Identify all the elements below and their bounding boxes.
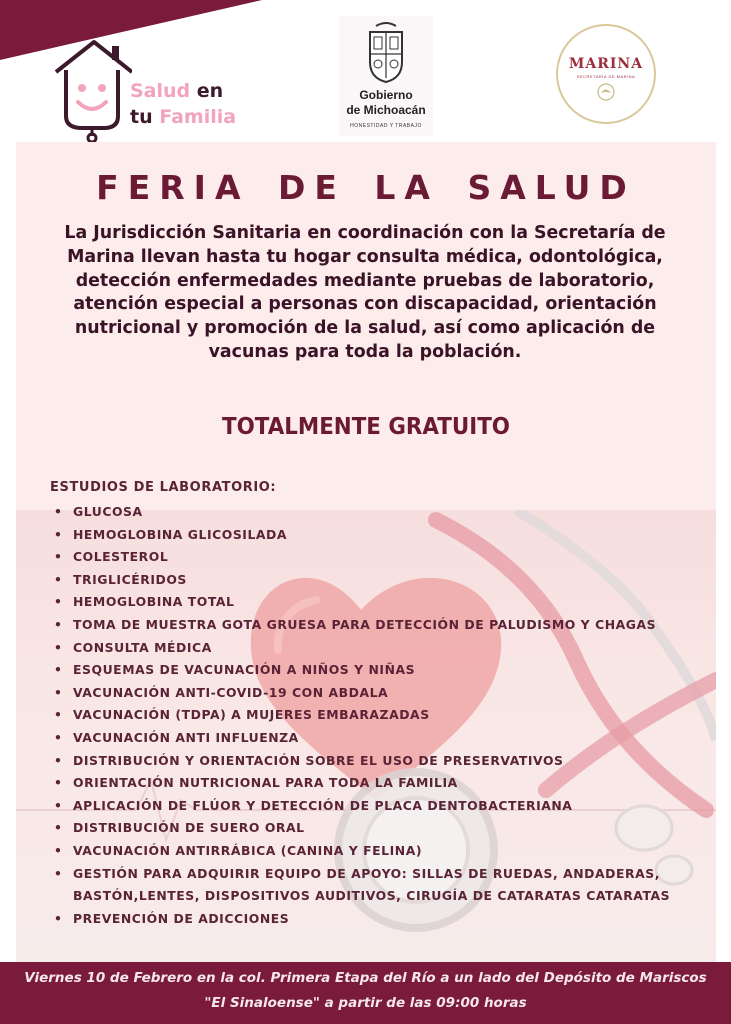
intro-line: vacunas para toda la población. xyxy=(208,341,522,362)
lab-list xyxy=(50,501,710,930)
free-label: TOTALMENTE GRATUITO xyxy=(222,414,510,440)
lab-heading: ESTUDIOS DE LABORATORIO: xyxy=(50,480,277,495)
event-details-line2: "El Sinaloense" a partir de las 09:00 horas xyxy=(204,995,527,1011)
list-item-multiline xyxy=(50,863,710,908)
list-item: • TOMA DE MUESTRA GOTA GRUESA PARA DETECCIÓN DE PALUDISMO Y CHAGAS xyxy=(50,614,710,637)
marina-logo xyxy=(556,24,656,124)
footer-band xyxy=(0,962,731,1024)
list-item: • DISTRIBUCIÓN Y ORIENTACIÓN SOBRE EL USO DE PRESERVATIVOS xyxy=(50,750,710,773)
brand-word-tu: tu xyxy=(130,106,153,128)
house-stethoscope-icon xyxy=(52,36,132,144)
list-item-line: BASTÓN,LENTES, DISPOSITIVOS AUDITIVOS, CIRUGÍA DE CATARATAS CATARATAS xyxy=(73,888,671,904)
list-item: • PREVENCIÓN DE ADICCIONES xyxy=(50,908,710,931)
page-title: FERIA DE LA SALUD xyxy=(96,168,636,207)
brand-word-en: en xyxy=(196,80,224,102)
list-item-line: • GESTIÓN PARA ADQUIRIR EQUIPO DE APOYO: SILLAS DE RUEDAS, ANDADERAS, xyxy=(73,865,660,881)
gobierno-name-line2: de Michoacán xyxy=(346,103,426,117)
list-item: • DISTRIBUCIÓN DE SUERO ORAL xyxy=(50,817,710,840)
list-item: • VACUNACIÓN ANTI-COVID-19 CON ABDALA xyxy=(50,682,710,705)
intro-line: La Jurisdicción Sanitaria en coordinación con la Secretaría de xyxy=(64,223,666,243)
list-item: • VACUNACIÓN (TDPA) A MUJERES EMBARAZADAS xyxy=(50,704,710,727)
list-item: • TRIGLICÉRIDOS xyxy=(50,569,710,592)
event-details-line1: Viernes 10 de Febrero en la col. Primera Etapa del Río a un lado del Depósito de Mariscos xyxy=(24,970,707,986)
list-item: • HEMOGLOBINA TOTAL xyxy=(50,591,710,614)
eagle-seal-icon xyxy=(596,82,616,102)
list-item: • ESQUEMAS DE VACUNACIÓN A NIÑOS Y NIÑAS xyxy=(50,659,710,682)
gobierno-name-line1: Gobierno xyxy=(359,88,413,102)
intro-paragraph xyxy=(40,222,690,365)
intro-line: atención especial a personas con discapacidad, orientación xyxy=(73,294,657,315)
brand-line-2 xyxy=(130,106,236,128)
list-item: • VACUNACIÓN ANTIRRÁBICA (CANINA Y FELINA) xyxy=(50,840,710,863)
list-item: • HEMOGLOBINA GLICOSILADA xyxy=(50,524,710,547)
michoacan-crest-icon xyxy=(364,22,408,84)
gobierno-michoacan-logo xyxy=(339,16,433,136)
intro-line: nutricional y promoción de la salud, así como aplicación de xyxy=(74,318,656,339)
brand-line-1 xyxy=(130,80,223,102)
marina-name: MARINA xyxy=(568,56,644,72)
gobierno-motto: HONESTIDAD Y TRABAJO xyxy=(350,123,422,129)
salud-en-tu-familia-logo xyxy=(52,36,252,144)
list-item: • ORIENTACIÓN NUTRICIONAL PARA TODA LA FAMILIA xyxy=(50,772,710,795)
list-item: • VACUNACIÓN ANTI INFLUENZA xyxy=(50,727,710,750)
brand-word-familia: Familia xyxy=(159,106,237,128)
list-item: • COLESTEROL xyxy=(50,546,710,569)
intro-line: detección enfermedades mediante pruebas de laboratorio, xyxy=(75,270,655,291)
list-item: • GLUCOSA xyxy=(50,501,710,524)
list-item: • CONSULTA MÉDICA xyxy=(50,637,710,660)
marina-subtitle: SECRETARÍA DE MARINA xyxy=(576,74,636,79)
intro-line: Marina llevan hasta tu hogar consulta médica, odontológica, xyxy=(67,246,663,267)
list-item: • APLICACIÓN DE FLÚOR Y DETECCIÓN DE PLACA DENTOBACTERIANA xyxy=(50,795,710,818)
brand-word-salud: Salud xyxy=(130,80,191,102)
